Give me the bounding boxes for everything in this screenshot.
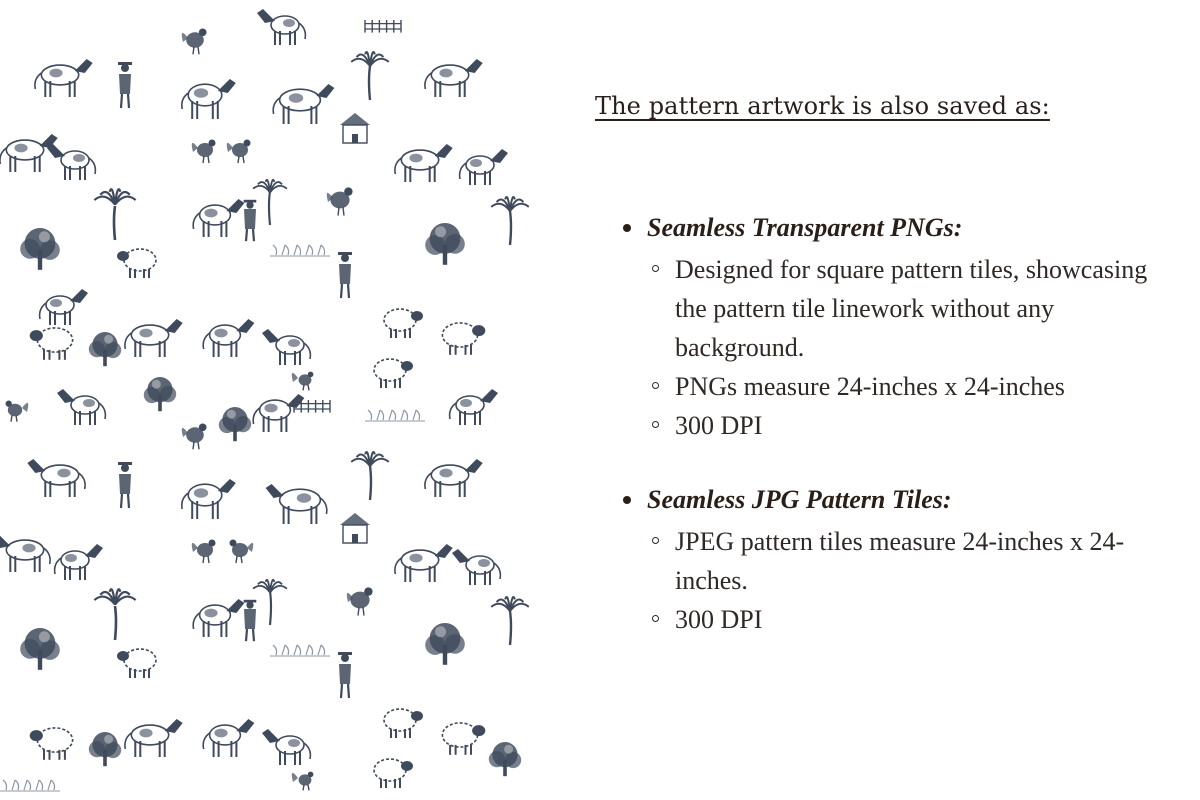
- toile-motif: [6, 401, 29, 422]
- toile-motif: [425, 59, 483, 97]
- toile-motif: [20, 628, 60, 670]
- toile-motif: [374, 759, 413, 788]
- section-jpg-tiles: [623, 482, 1175, 639]
- toile-motif: [262, 729, 310, 765]
- bullet-icon: [623, 496, 631, 504]
- toile-motif: [425, 623, 465, 665]
- toile-motif: [192, 540, 216, 564]
- toile-motif: [30, 328, 73, 360]
- bullet-icon: [623, 224, 631, 232]
- list-item: [623, 250, 1175, 367]
- toile-motif: [365, 20, 401, 33]
- toile-motif: [450, 389, 498, 425]
- toile-motif: [253, 180, 287, 225]
- toile-motif: [338, 652, 352, 698]
- toile-pattern-svg: [0, 0, 540, 800]
- toile-motif: [27, 459, 85, 497]
- toile-motif: [442, 323, 485, 355]
- toile-motif: [193, 199, 244, 237]
- toile-motif: [0, 780, 60, 791]
- toile-motif: [47, 144, 95, 180]
- section-title-text: Seamless JPG Pattern Tiles:: [647, 485, 952, 514]
- toile-motif: [40, 289, 88, 325]
- circle-bullet-icon: [652, 537, 659, 544]
- circle-bullet-icon: [652, 382, 659, 389]
- toile-motif: [425, 459, 483, 497]
- toile-motif: [144, 377, 176, 411]
- toile-motif: [266, 484, 327, 524]
- toile-motif: [384, 709, 423, 738]
- list-item-text: 300 DPI: [675, 411, 763, 440]
- toile-motif: [374, 359, 413, 388]
- list-item: [623, 367, 1175, 406]
- toile-motif: [203, 719, 254, 757]
- section-transparent-pngs: [623, 210, 1175, 445]
- toile-pattern-image: [0, 0, 540, 800]
- toile-motif: [20, 228, 60, 270]
- list-item-text: JPEG pattern tiles measure 24-inches x 24-inches.: [675, 527, 1125, 595]
- toile-motif: [192, 140, 216, 164]
- toile-motif: [253, 580, 287, 625]
- list-item: [623, 600, 1175, 639]
- toile-motif: [117, 249, 156, 278]
- list-item-text: PNGs measure 24-inches x 24-inches: [675, 372, 1065, 401]
- toile-motif: [94, 189, 135, 240]
- toile-motif: [30, 728, 73, 760]
- toile-motif: [118, 462, 132, 508]
- toile-motif: [89, 332, 121, 366]
- toile-motif: [491, 597, 529, 645]
- list-item: [623, 406, 1175, 445]
- toile-motif: [182, 79, 236, 119]
- toile-motif: [0, 134, 58, 172]
- toile-motif: [227, 140, 251, 164]
- list-item: [623, 522, 1175, 600]
- section-title: [623, 482, 1175, 518]
- toile-motif: [292, 372, 314, 391]
- toile-motif: [351, 52, 389, 100]
- toile-motif: [182, 423, 207, 449]
- sub-list: [623, 522, 1175, 639]
- toile-motif: [0, 534, 50, 572]
- toile-motif: [193, 599, 244, 637]
- section-title-text: Seamless Transparent PNGs:: [647, 213, 963, 242]
- circle-bullet-icon: [652, 421, 659, 428]
- circle-bullet-icon: [652, 615, 659, 622]
- toile-motif: [125, 719, 183, 757]
- toile-motif: [270, 245, 330, 256]
- toile-motif: [395, 144, 453, 182]
- list-item-text: 300 DPI: [675, 605, 763, 634]
- sub-list: [623, 250, 1175, 445]
- toile-motif: [292, 772, 314, 791]
- toile-motif: [257, 9, 305, 45]
- toile-motif: [89, 732, 121, 766]
- info-panel: [595, 92, 1175, 634]
- toile-motif: [35, 59, 93, 97]
- toile-motif: [384, 309, 423, 338]
- toile-motif: [270, 645, 330, 656]
- toile-motif: [338, 252, 352, 298]
- toile-motif: [182, 479, 236, 519]
- list-item-text: Designed for square pattern tiles, showcasing the pattern tile linework without any background.: [675, 255, 1148, 362]
- toile-motif: [442, 723, 485, 755]
- toile-motif: [118, 62, 132, 108]
- toile-motif: [262, 329, 310, 365]
- toile-motif: [244, 600, 257, 641]
- toile-motif: [117, 649, 156, 678]
- page-heading: The pattern artwork is also saved as:: [595, 92, 1050, 120]
- circle-bullet-icon: [652, 265, 659, 272]
- toile-motif: [219, 407, 251, 441]
- toile-motif: [460, 149, 508, 185]
- toile-motif: [425, 223, 465, 265]
- toile-motif: [395, 544, 453, 582]
- toile-motif: [340, 513, 370, 543]
- toile-motif: [452, 549, 500, 585]
- toile-motif: [273, 84, 334, 124]
- toile-motif: [340, 113, 370, 143]
- toile-motif: [347, 587, 373, 615]
- toile-motif: [182, 28, 207, 54]
- toile-motif: [365, 410, 425, 421]
- toile-motif: [253, 394, 304, 432]
- toile-motif: [230, 540, 254, 564]
- section-title: [623, 210, 1175, 246]
- toile-motif: [489, 742, 521, 776]
- toile-motif: [94, 589, 135, 640]
- toile-motif: [55, 544, 103, 580]
- toile-motif: [491, 197, 529, 245]
- toile-motif: [244, 200, 257, 241]
- toile-motif: [327, 187, 353, 215]
- toile-motif: [203, 319, 254, 357]
- toile-motif: [351, 452, 389, 500]
- toile-motif: [57, 389, 105, 425]
- toile-motif: [125, 319, 183, 357]
